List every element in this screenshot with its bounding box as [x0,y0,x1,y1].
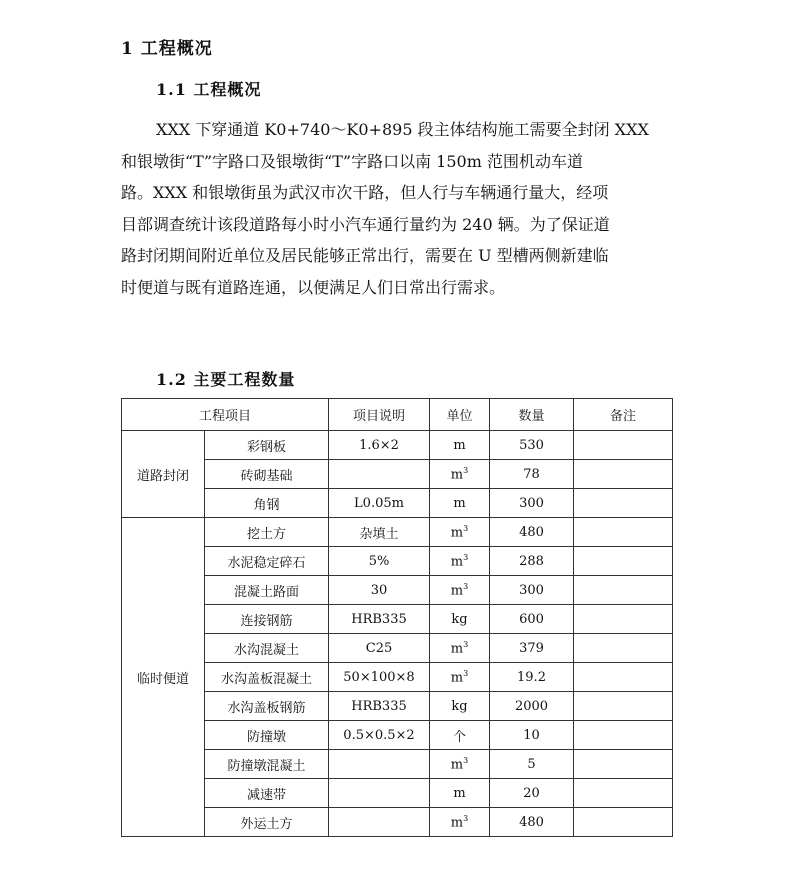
item-cell: 水沟盖板混凝土 [205,663,329,692]
note-cell [574,663,673,692]
table-row [122,431,673,460]
desc-cell: 0.5×0.5×2 [329,721,430,750]
note-cell [574,634,673,663]
header-unit: 单位 [430,399,490,431]
table-header-row [122,399,673,431]
table-row [122,750,673,779]
unit-superscript: 3 [463,639,469,649]
qty-cell: 480 [490,808,574,837]
unit-cell [430,576,490,605]
item-cell: 角钢 [205,489,329,518]
unit-text: m [450,525,464,541]
desc-cell: 50×100×8 [329,663,430,692]
table-row [122,692,673,721]
table-row [122,460,673,489]
desc-cell: 30 [329,576,430,605]
paragraph-line: 路封闭期间附近单位及居民能够正常出行，需要在 U 型槽两侧新建临 [121,246,609,265]
unit-superscript: 3 [463,523,469,533]
table-row [122,779,673,808]
group-cell: 道路封闭 [122,431,205,518]
item-cell: 挖土方 [205,518,329,547]
unit-cell [430,489,490,518]
item-cell: 连接钢筋 [205,605,329,634]
qty-cell: 20 [490,779,574,808]
subsection-heading-quantities: 1.2 主要工程数量 [156,370,296,389]
paragraph-line: 路。XXX 和银墩街虽为武汉市次干路，但人行与车辆通行量大，经项 [121,183,609,202]
unit-text: kg [451,611,468,627]
item-cell: 减速带 [205,779,329,808]
unit-superscript: 3 [463,581,469,591]
unit-text: m [450,757,464,773]
note-cell [574,518,673,547]
unit-text: m [450,670,464,686]
table-row [122,547,673,576]
item-cell: 防撞墩 [205,721,329,750]
overview-paragraph [121,114,677,303]
note-cell [574,692,673,721]
qty-cell: 19.2 [490,663,574,692]
unit-superscript: 3 [463,668,469,678]
desc-cell [329,779,430,808]
item-cell: 水泥稳定碎石 [205,547,329,576]
item-cell: 混凝土路面 [205,576,329,605]
note-cell [574,431,673,460]
desc-cell: 杂填土 [329,518,430,547]
qty-cell: 288 [490,547,574,576]
desc-cell: 5% [329,547,430,576]
table-row [122,634,673,663]
header-note: 备注 [574,399,673,431]
desc-cell [329,750,430,779]
header-desc: 项目说明 [329,399,430,431]
qty-cell: 2000 [490,692,574,721]
unit-text: m [453,785,466,801]
item-cell: 水沟盖板钢筋 [205,692,329,721]
paragraph-line: XXX 下穿通道 K0+740～K0+895 段主体结构施工需要全封闭 XXX [156,120,649,139]
item-cell: 水沟混凝土 [205,634,329,663]
qty-cell: 10 [490,721,574,750]
item-cell: 彩钢板 [205,431,329,460]
unit-cell [430,634,490,663]
qty-cell: 5 [490,750,574,779]
group-cell: 临时便道 [122,518,205,837]
unit-cell [430,605,490,634]
table-row [122,605,673,634]
note-cell [574,750,673,779]
header-qty: 数量 [490,399,574,431]
unit-text: m [450,467,464,483]
unit-superscript: 3 [463,465,469,475]
note-cell [574,808,673,837]
unit-superscript: 3 [463,552,469,562]
note-cell [574,460,673,489]
qty-cell: 300 [490,576,574,605]
subsection-heading-overview: 1.1 工程概况 [156,80,262,99]
unit-text: m [450,583,464,599]
note-cell [574,489,673,518]
note-cell [574,576,673,605]
desc-cell [329,460,430,489]
qty-cell: 530 [490,431,574,460]
qty-cell: 480 [490,518,574,547]
paragraph-line: 和银墩街“T”字路口及银墩街“T”字路口以南 150m 范围机动车道 [121,151,583,171]
section-heading: 1 工程概况 [121,39,213,59]
header-item: 工程项目 [122,399,329,431]
unit-cell [430,808,490,837]
qty-cell: 379 [490,634,574,663]
unit-text: m [450,815,464,831]
unit-cell [430,663,490,692]
unit-text: kg [451,698,468,714]
qty-cell: 78 [490,460,574,489]
paragraph-line: 目部调查统计该段道路每小时小汽车通行量约为 240 辆。为了保证道 [121,214,610,234]
note-cell [574,779,673,808]
unit-cell [430,547,490,576]
unit-superscript: 3 [463,813,469,823]
table-row [122,489,673,518]
qty-cell: 300 [490,489,574,518]
desc-cell: HRB335 [329,692,430,721]
desc-cell: L0.05m [329,489,430,518]
note-cell [574,721,673,750]
item-cell: 外运土方 [205,808,329,837]
desc-cell: C25 [329,634,430,663]
unit-cell [430,750,490,779]
note-cell [574,547,673,576]
table-row [122,518,673,547]
unit-cell [430,721,490,750]
unit-text: m [450,641,464,657]
item-cell: 砖砌基础 [205,460,329,489]
item-cell: 防撞墩混凝土 [205,750,329,779]
unit-text: 个 [452,729,466,745]
desc-cell: 1.6×2 [329,431,430,460]
unit-text: m [450,554,464,570]
table-row [122,808,673,837]
quantities-table [121,398,673,837]
table-row [122,576,673,605]
table-row [122,663,673,692]
unit-text: m [453,437,466,453]
unit-cell [430,431,490,460]
desc-cell: HRB335 [329,605,430,634]
unit-cell [430,518,490,547]
desc-cell [329,808,430,837]
unit-cell [430,779,490,808]
unit-cell [430,460,490,489]
paragraph-line: 时便道与既有道路连通，以便满足人们日常出行需求。 [121,277,506,297]
unit-text: m [453,495,466,511]
qty-cell: 600 [490,605,574,634]
unit-cell [430,692,490,721]
table-row [122,721,673,750]
note-cell [574,605,673,634]
unit-superscript: 3 [463,755,469,765]
